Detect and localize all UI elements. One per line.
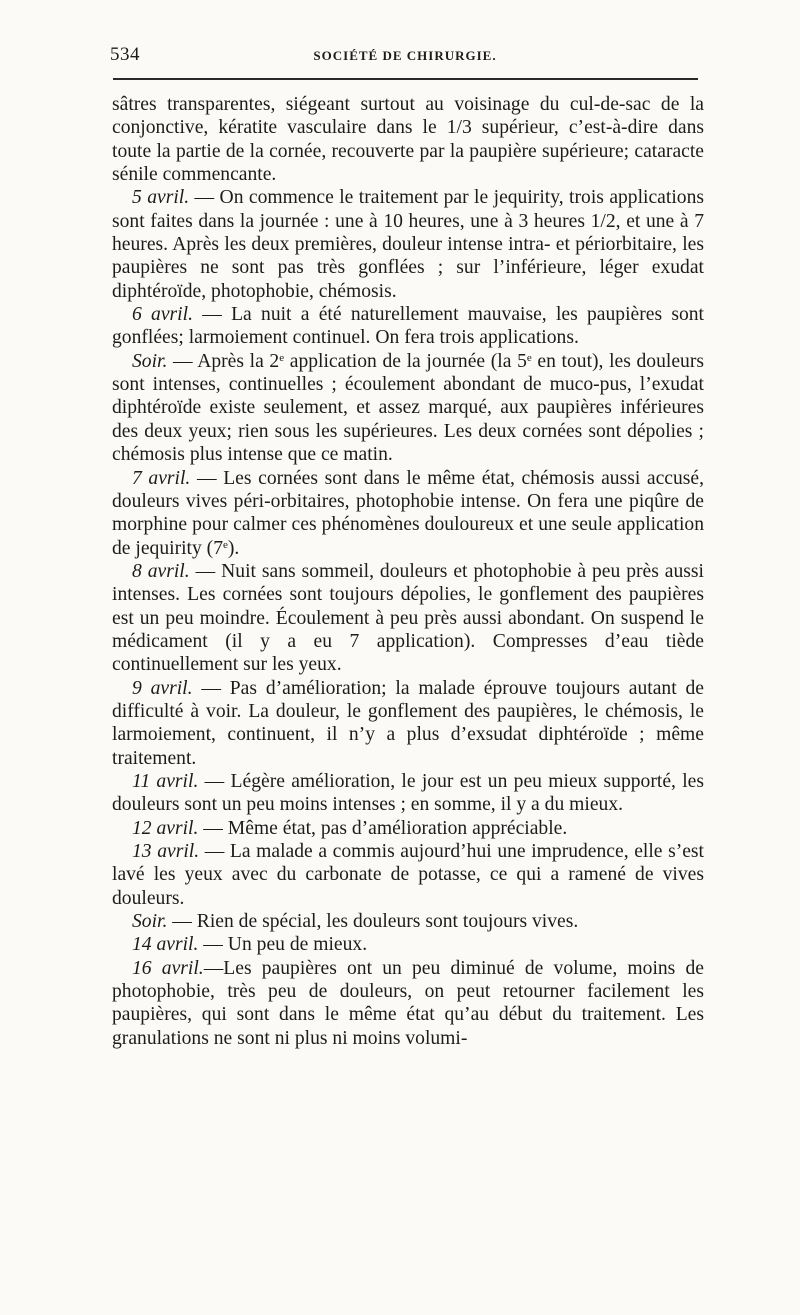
paragraph: 8 avril. — Nuit sans sommeil, douleurs et photophobie à peu près aussi intenses. Les cornées sont toujours dépolies, le gonflement des paupières est un peu moindre. Écoulement à peu près aussi abondant. On suspend le médicament (il y a eu 7 application). Compresses d’eau tiède continuellement sur les yeux. <box>112 560 704 676</box>
entry-date: Soir. <box>132 350 168 372</box>
superscript: e <box>279 351 285 364</box>
entry-date: 8 avril. <box>132 560 190 582</box>
paragraph: 16 avril.—Les paupières ont un peu diminué de volume, moins de photophobie, très peu de douleurs, on peut retourner facilement les paupières, qui sont dans le même état qu’au début du traitement. Les granulations ne sont ni plus ni moins volumi- <box>112 957 704 1049</box>
entry-date: 11 avril. <box>132 770 199 792</box>
paragraph: 13 avril. — La malade a commis aujourd’hui une imprudence, elle s’est lavé les yeux avec du carbonate de potasse, ce qui a ramené de vives douleurs. <box>112 841 704 909</box>
paragraph: 9 avril. — Pas d’amélioration; la malade éprouve toujours autant de difficulté à voir. La douleur, le gonflement des paupières, le chémosis, le larmoiement, continuent, il n’y a plus d’exsudat diphtéroïde ; même traitement. <box>112 677 704 769</box>
running-head: SOCIÉTÉ DE CHIRURGIE. <box>313 48 497 63</box>
entry-date: 9 avril. <box>132 677 193 699</box>
page-header <box>110 44 700 70</box>
paragraph: Soir. — Après la 2e application de la journée (la 5e en tout), les douleurs sont intenses, continuelles ; écoulement abondant de muco-pus, l’exudat diphtéroïde existe seulement, et assez marqué, aux paupières inférieures des deux yeux; rien sous les supérieures. Les deux cornées sont dépolies ; chémosis plus intense que ce matin. <box>112 350 704 466</box>
entry-date: 6 avril. <box>132 304 193 326</box>
superscript: e <box>526 351 532 364</box>
paragraph: 7 avril. — Les cornées sont dans le même état, chémosis aussi accusé, douleurs vives péri-orbitaires, photophobie intense. On fera une piqûre de morphine pour calmer ces phénomènes douloureux et une seule application de jequirity (7e). <box>112 467 704 559</box>
paragraph: 12 avril. — Même état, pas d’amélioration appréciable. <box>132 817 568 839</box>
paragraph: 5 avril. — On commence le traitement par le jequirity, trois applications sont faites dans la journée : une à 10 heures, une à 3 heures 1/2, et une à 7 heures. Après les deux premières, douleur intense intra- et périorbitaire, les paupières ne sont pas très gonflées ; sur l’inférieure, léger exudat diphtéroïde, photophobie, chémosis. <box>112 187 704 302</box>
body-text <box>112 93 704 1050</box>
paragraph: 14 avril. — Un peu de mieux. <box>132 934 368 956</box>
entry-date: Soir. <box>132 911 168 933</box>
paragraph: 6 avril. — La nuit a été naturellement mauvaise, les paupières sont gonflées; larmoiement continuel. On fera trois applications. <box>112 304 704 349</box>
entry-date: 14 avril. <box>132 934 199 956</box>
page-number: 534 <box>110 44 140 65</box>
paragraph: Soir. — Rien de spécial, les douleurs sont toujours vives. <box>132 911 579 933</box>
entry-date: 7 avril. <box>132 467 191 489</box>
header-rule <box>113 78 698 80</box>
paragraph: sâtres transparentes, siégeant surtout au voisinage du cul-de-sac de la conjonctive, kératite vasculaire dans le 1/3 supérieur, c’est-à-dire dans toute la partie de la cornée, recouverte par la paupière supérieure; cataracte sénile commencante. <box>112 94 704 186</box>
superscript: e <box>223 538 228 551</box>
entry-date: 5 avril. <box>132 187 190 209</box>
paragraph: 11 avril. — Légère amélioration, le jour est un peu mieux supporté, les douleurs sont un peu moins intenses ; en somme, il y a du mieux. <box>112 770 704 816</box>
entry-date: 16 avril. <box>132 957 204 979</box>
entry-date: 12 avril. <box>132 817 199 839</box>
entry-date: 13 avril. <box>132 841 200 862</box>
